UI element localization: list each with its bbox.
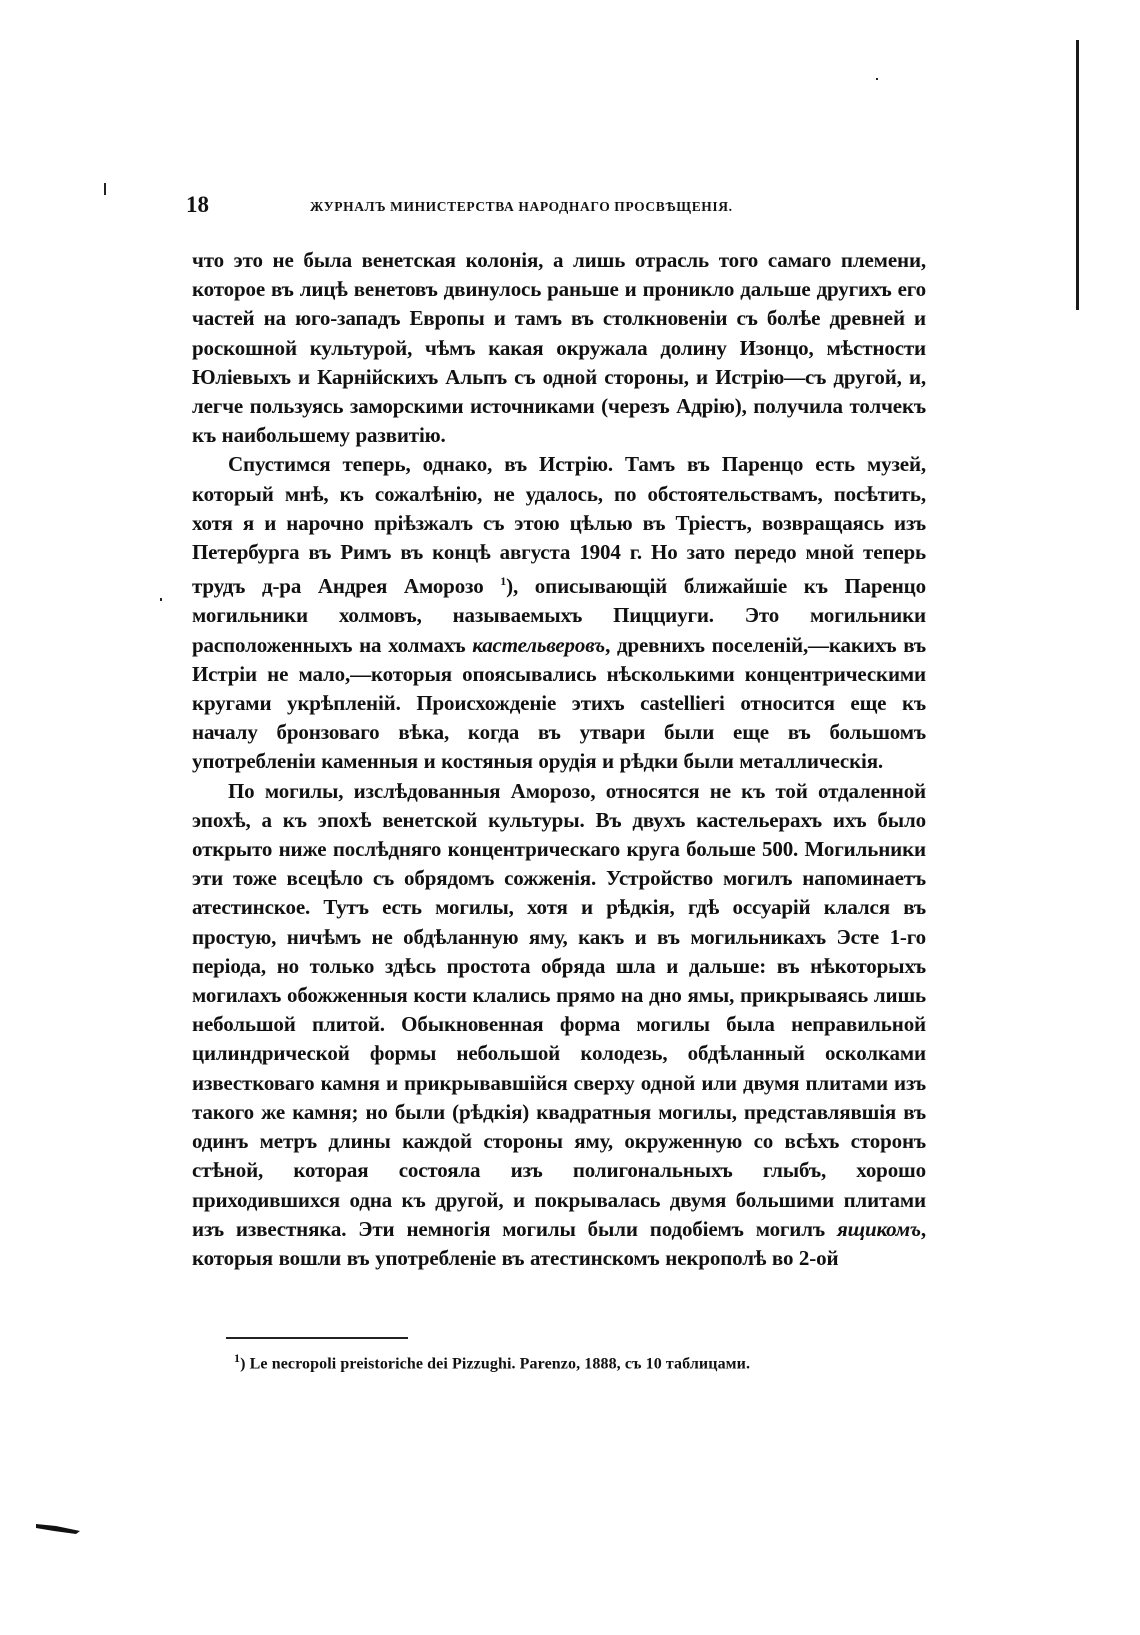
footnote-reference: 1 <box>500 574 507 589</box>
footnote-divider <box>226 1337 408 1339</box>
scan-speck <box>876 78 878 80</box>
paragraph-1-text: что это не была венетская колонія, а лишь отрасль того самаго племени, которое въ лицѣ венетовъ двинулось раньше и проникло дальше другихъ его частей на юго-западъ Европы и тамъ въ столкновеніи съ болѣе древней и роскошной культурой, чѣмъ какая окружала долину Изонцо, мѣстности Юліевыхъ и Карнійскихъ Альпъ съ одной стороны, и Истрію—съ другой, и, легче пользуясь заморскими источниками (черезъ Адрію), получила толчекъ къ наибольшему развитію. <box>192 248 926 448</box>
italic-term-castellieri: кастельверовъ <box>472 632 606 657</box>
scan-corner-mark <box>36 1522 80 1534</box>
page-number: 18 <box>186 192 209 217</box>
paragraph-3-text-b: , которыя вошли въ употребленіе въ атестинскомъ некрополѣ во 2-ой <box>192 1216 926 1270</box>
paragraph-2-text-a: Спустимся теперь, однако, въ Истрію. Тамъ въ Паренцо есть музей, который мнѣ, къ сожалѣнію, не удалось, по обстоятельствамъ, посѣтить, хотя я и нарочно пріѣзжалъ съ этою цѣлью въ Тріестъ, возвращаясь изъ Петербурга въ Римъ въ концѣ августа 1904 г. Но зато передо мной теперь трудъ д-ра Андрея Аморозо <box>192 452 926 599</box>
footnote <box>234 1351 934 1373</box>
scan-speck <box>160 598 162 601</box>
body-text <box>192 246 926 1273</box>
scan-speck <box>104 183 106 195</box>
italic-term-box-graves: ящикомъ <box>836 1216 921 1241</box>
binding-edge-line <box>1076 40 1079 310</box>
footnote-text: ) Le necropoli preistoriche dei Pizzughi. Parenzo, 1888, съ 10 таблицами. <box>240 1355 751 1373</box>
paragraph-2 <box>192 450 926 776</box>
paragraph-1 <box>192 246 926 450</box>
running-title: ЖУРНАЛЪ МИНИСТЕРСТВА НАРОДНАГО ПРОСВѢЩЕНІЯ. <box>310 199 733 214</box>
page-header <box>186 192 930 228</box>
paragraph-3 <box>192 777 926 1273</box>
paragraph-2-text-b: ), описывающій ближайшіе къ Паренцо могильники холмовъ, называемыхъ Пицциуги. Это могильники расположенныхъ на холмахъ <box>192 574 926 657</box>
paragraph-2-text-c: , древнихъ поселеній,—какихъ въ Истріи не мало,—которыя опоясывались нѣсколькими концентрическими кругами укрѣпленій. Происхожденіе этихъ castellieri относится еще къ началу бронзоваго вѣка, когда въ утвари были еще въ большомъ употребленіи каменныя и костяныя орудія и рѣдки были металлическія. <box>192 632 926 774</box>
paragraph-3-text-a: По могилы, изслѣдованныя Аморозо, относятся не къ той отдаленной эпохѣ, а къ эпохѣ венетской культуры. Въ двухъ кастельерахъ ихъ было открыто ниже послѣдняго концентрическаго круга больше 500. Могильники эти тоже всецѣло съ обрядомъ сожженія. Устройство могилъ напоминаетъ атестинское. Тутъ есть могилы, хотя и рѣдкія, гдѣ оссуарій клался въ простую, ничѣмъ не обдѣланную яму, какъ и въ могильникахъ Эсте 1-го періода, но только здѣсь простота обряда шла и дальше: въ нѣкоторыхъ могилахъ обожженныя кости клались прямо на дно ямы, прикрываясь лишь небольшой плитой. Обыкновенная форма могилы была неправильной цилиндрической формы небольшой колодезь, обдѣланный осколками известковаго камня и прикрывавшійся сверху одной или двумя плитами изъ такого же камня; но были (рѣдкія) квадратныя могилы, представлявшія въ одинъ метръ длины каждой стороны яму, окруженную со всѣхъ сторонъ стѣной, которая состояла изъ полигональныхъ глыбъ, хорошо приходившихся одна къ другой, и покрывалась двумя большими плитами изъ известняка. Эти немногія могилы были подобіемъ могилъ <box>192 778 926 1241</box>
footnote-mark: 1 <box>234 1351 241 1365</box>
